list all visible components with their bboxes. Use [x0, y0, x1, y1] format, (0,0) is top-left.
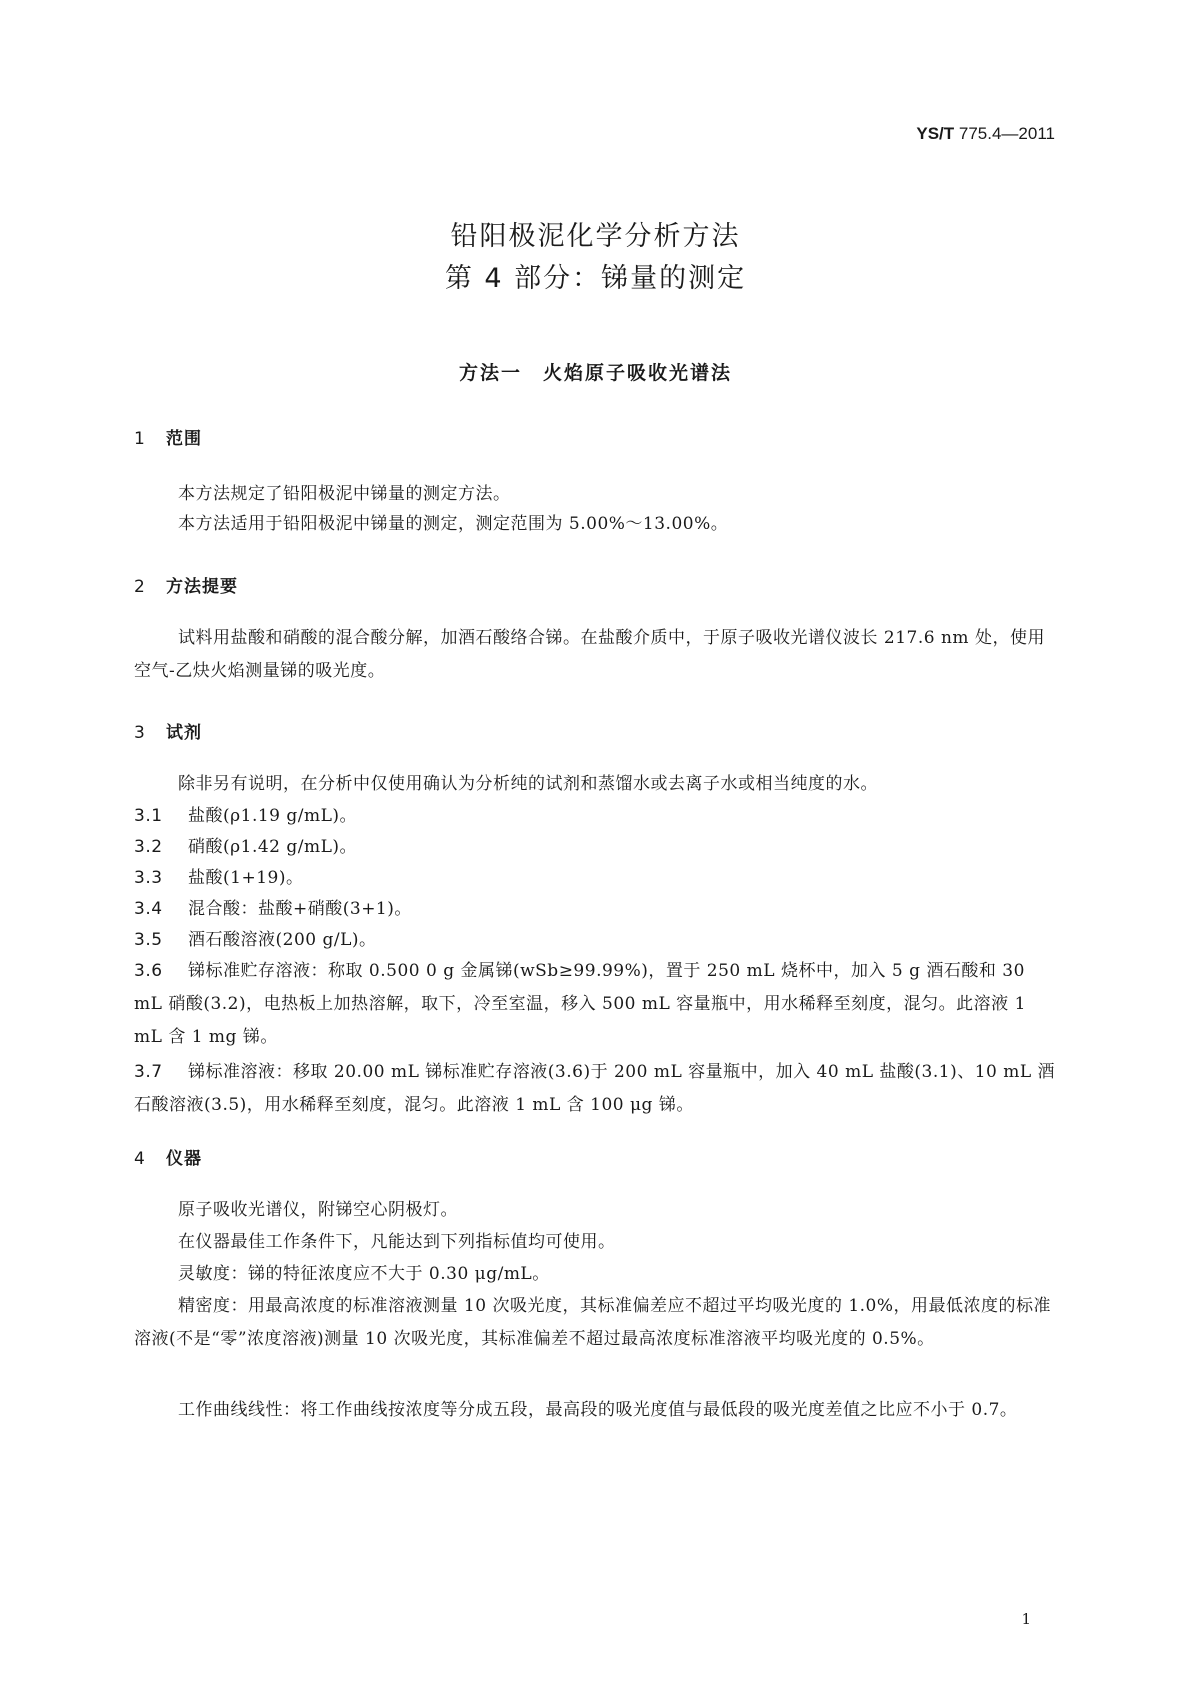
section-number: 1: [134, 429, 146, 449]
reagent-item: [134, 800, 1058, 833]
section-2-heading: [134, 572, 238, 597]
reagent-item: [134, 924, 1058, 957]
reagent-item: [134, 862, 1058, 895]
item-number: 3.4: [134, 899, 163, 919]
item-text: 混合酸：盐酸+硝酸(3+1)。: [188, 899, 412, 919]
reagent-item: [134, 831, 1058, 864]
standard-code: [916, 124, 1055, 144]
item-number: 3.5: [134, 930, 163, 950]
document-title-line1: 铅阳极泥化学分析方法: [450, 221, 741, 252]
item-text: 锑标准贮存溶液：称取 0.500 0 g 金属锑(wSb≥99.99%)，置于 250 mL 烧杯中，加入 5 g 酒石酸和 30 mL 硝酸(3.2)，电热板上加热溶解，取下，冷至室温，移入 500 mL 容量瓶中，用水稀释至刻度，混匀。此溶液 1 mL 含 1 mg 锑。: [134, 961, 1026, 1047]
section-title: 仪器: [166, 1149, 202, 1169]
section-1-paragraph-1: 本方法规定了铅阳极泥中锑量的测定方法。: [178, 484, 511, 504]
item-text: 酒石酸溶液(200 g/L)。: [188, 930, 377, 950]
section-3-intro: 除非另有说明，在分析中仅使用确认为分析纯的试剂和蒸馏水或去离子水或相当纯度的水。: [178, 774, 878, 794]
section-4-paragraph-5: 工作曲线线性：将工作曲线按浓度等分成五段，最高段的吸光度值与最低段的吸光度差值之比应不小于 0.7。: [178, 1400, 1018, 1420]
section-4-paragraph-2: 在仪器最佳工作条件下，凡能达到下列指标值均可使用。: [178, 1232, 616, 1252]
page-number: 1: [1021, 1610, 1031, 1628]
reagent-item: [134, 955, 1058, 1054]
item-number: 3.6: [134, 961, 163, 981]
section-title: 方法提要: [166, 577, 238, 597]
item-number: 3.7: [134, 1062, 163, 1082]
section-4-heading: [134, 1144, 202, 1169]
method-heading: 方法一 火焰原子吸收光谱法: [458, 362, 732, 384]
item-text: 锑标准溶液：移取 20.00 mL 锑标准贮存溶液(3.6)于 200 mL 容量瓶中，加入 40 mL 盐酸(3.1)、10 mL 酒石酸溶液(3.5)，用水稀释至刻度，混匀。此溶液 1 mL 含 100 μg 锑。: [134, 1062, 1056, 1115]
item-text: 盐酸(ρ1.19 g/mL)。: [188, 806, 358, 826]
section-4-paragraph-3: 灵敏度：锑的特征浓度应不大于 0.30 μg/mL。: [178, 1264, 550, 1284]
section-2-paragraph-1: 试料用盐酸和硝酸的混合酸分解，加酒石酸络合锑。在盐酸介质中，于原子吸收光谱仪波长 217.6 nm 处，使用空气-乙炔火焰测量锑的吸光度。: [134, 628, 1045, 681]
section-title: 试剂: [166, 723, 202, 743]
section-number: 4: [134, 1149, 146, 1169]
item-text: 盐酸(1+19)。: [188, 868, 304, 888]
document-title-line2: 第 4 部分：锑量的测定: [444, 263, 747, 294]
section-number: 3: [134, 723, 146, 743]
item-number: 3.3: [134, 868, 163, 888]
reagent-item: [134, 1056, 1058, 1122]
section-number: 2: [134, 577, 146, 597]
item-number: 3.2: [134, 837, 163, 857]
item-number: 3.1: [134, 806, 163, 826]
standard-prefix: YS/T: [916, 124, 955, 143]
standard-number: 775.4—2011: [958, 124, 1055, 143]
section-4-paragraph-1: 原子吸收光谱仪，附锑空心阴极灯。: [178, 1200, 458, 1220]
section-1-heading: [134, 424, 202, 449]
reagent-item: [134, 893, 1058, 926]
section-title: 范围: [166, 429, 202, 449]
section-3-heading: [134, 718, 202, 743]
section-1-paragraph-2: 本方法适用于铅阳极泥中锑量的测定，测定范围为 5.00%～13.00%。: [178, 514, 729, 534]
section-4-paragraph-4: 精密度：用最高浓度的标准溶液测量 10 次吸光度，其标准偏差应不超过平均吸光度的 1.0%，用最低浓度的标准溶液(不是“零”浓度溶液)测量 10 次吸光度，其标准偏差不超过最高浓度标准溶液平均吸光度的 0.5%。: [134, 1296, 1052, 1349]
item-text: 硝酸(ρ1.42 g/mL)。: [188, 837, 358, 857]
